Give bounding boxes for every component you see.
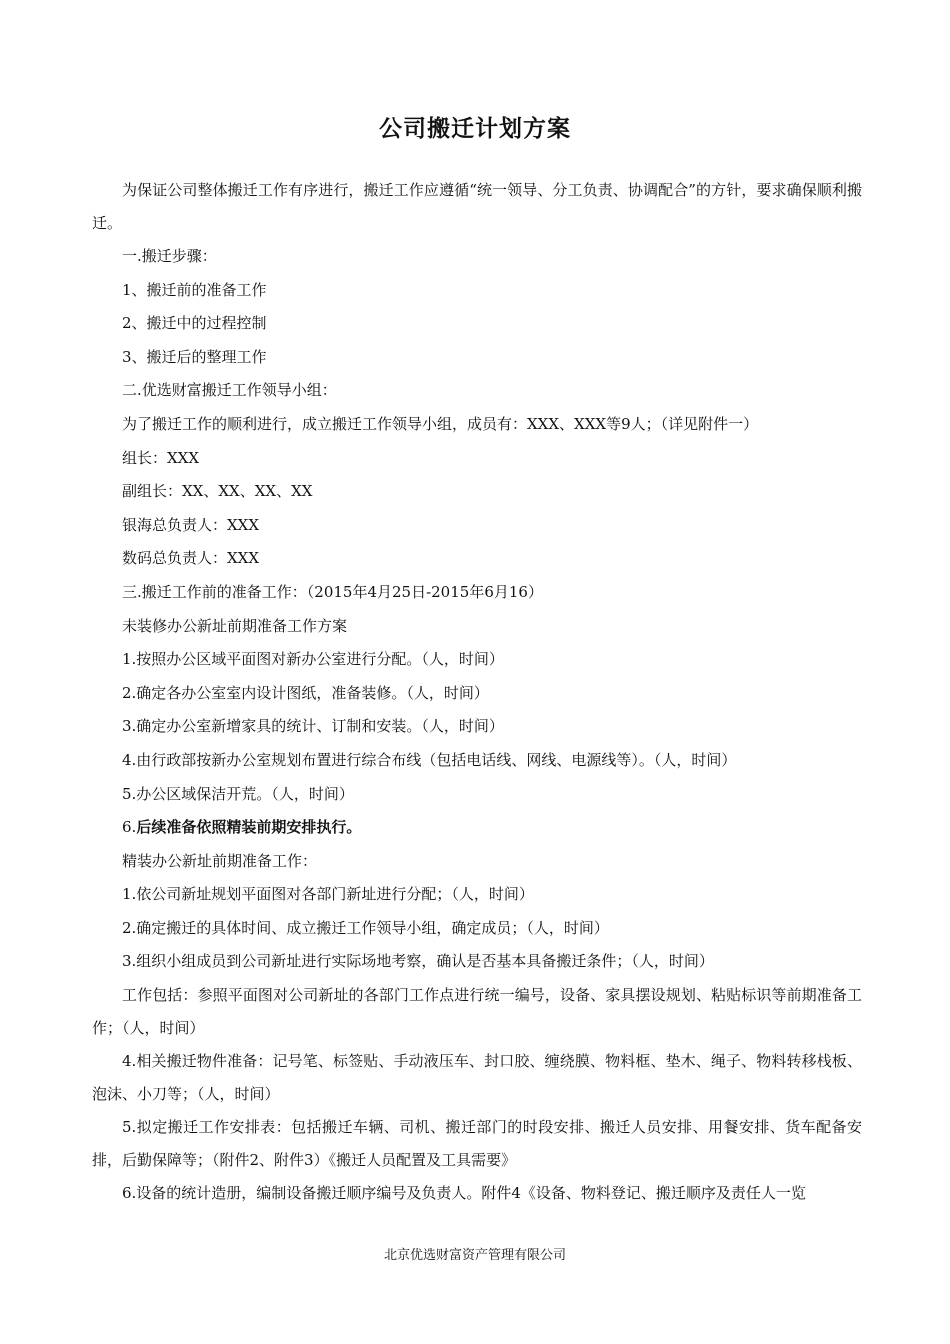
list-item: 5.办公区域保洁开荒。（人，时间） <box>122 784 354 803</box>
document-title: 公司搬迁计划方案 <box>379 116 571 142</box>
bold-list-item <box>92 811 862 845</box>
work-includes-paragraph: 工作包括：参照平面图对公司新址的各部门工作点进行统一编号，设备、家具摆设规划、粘贴标识等前期准备工作；（人，时间） <box>92 986 862 1038</box>
list-item: 3、搬迁后的整理工作 <box>122 347 267 366</box>
shuma-line: 数码总负责人：XXX <box>122 549 260 568</box>
company-footer: 北京优选财富资产管理有限公司 <box>383 1248 566 1263</box>
list-item: 1、搬迁前的准备工作 <box>122 280 267 299</box>
section3-heading: 三.搬迁工作前的准备工作：（2015年4月25日-2015年6月16） <box>122 582 543 601</box>
section1-heading: 一.搬迁步骤： <box>122 247 217 265</box>
yinhai-line: 银海总负责人：XXX <box>122 515 260 534</box>
list-item: 3.确定办公室新增家具的统计、订制和安装。（人，时间） <box>122 717 504 736</box>
section2-heading: 二.优选财富搬迁工作领导小组： <box>122 381 337 400</box>
list-item: 1.依公司新址规划平面图对各部门新址进行分配；（人，时间） <box>122 885 534 904</box>
document-body <box>92 174 862 1211</box>
list-item: 1.按照办公区域平面图对新办公室进行分配。（人，时间） <box>122 650 504 669</box>
section2-desc: 为了搬迁工作的顺利进行，成立搬迁工作领导小组，成员有：XXX、XXX等9人；（详见附件一） <box>122 414 759 433</box>
plain-prep-heading: 未装修办公新址前期准备工作方案 <box>122 616 348 635</box>
bold-item-text: 后续准备依照精装前期安排执行。 <box>136 818 362 837</box>
deputy-line: 副组长：XX、XX、XX、XX <box>122 482 313 501</box>
intro-paragraph: 为保证公司整体搬迁工作有序进行，搬迁工作应遵循“统一领导、分工负责、协调配合”的方针，要求确保顺利搬迁。 <box>92 181 862 232</box>
fine-prep-heading: 精装办公新址前期准备工作： <box>122 851 318 870</box>
list-item: 2、搬迁中的过程控制 <box>122 314 267 333</box>
list-item: 2.确定各办公室室内设计图纸，准备装修。（人，时间） <box>122 683 489 702</box>
list-item: 3.组织小组成员到公司新址进行实际场地考察，确认是否基本具备搬迁条件；（人，时间） <box>122 952 714 971</box>
item6-line: 6.设备的统计造册，编制设备搬迁顺序编号及负责人。附件4《设备、物料登记、搬迁顺序及责任人一览 <box>122 1184 806 1203</box>
list-item: 4.由行政部按新办公室规划布置进行综合布线（包括电话线、网线、电源线等）。（人，时间） <box>122 750 737 769</box>
leader-line: 组长：XXX <box>122 448 200 467</box>
list-item: 2.确定搬迁的具体时间、成立搬迁工作领导小组，确定成员；（人，时间） <box>122 918 609 937</box>
item4-paragraph: 4.相关搬迁物件准备：记号笔、标签贴、手动液压车、封口胶、缠绕膜、物料框、垫木、绳子、物料转移栈板、泡沫、小刀等；（人，时间） <box>92 1052 862 1104</box>
item5-paragraph: 5.拟定搬迁工作安排表：包括搬迁车辆、司机、搬迁部门的时段安排、搬迁人员安排、用餐安排、货车配备安排，后勤保障等；（附件2、附件3）《搬迁人员配置及工具需要》 <box>92 1118 862 1170</box>
bold-item-number: 6. <box>122 818 137 837</box>
